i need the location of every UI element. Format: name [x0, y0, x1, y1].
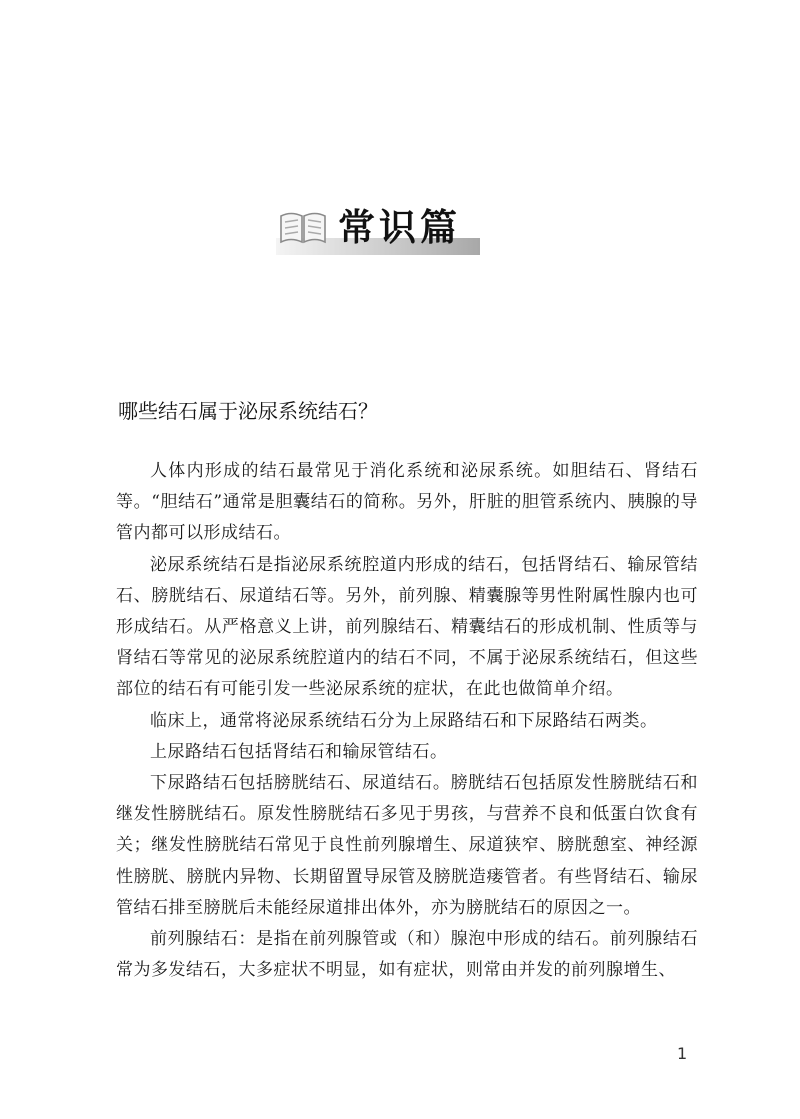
paragraph: 前列腺结石：是指在前列腺管或（和）腺泡中形成的结石。前列腺结石常为多发结石，大多症状不明显，如有症状，则常由并发的前列腺增生、: [116, 929, 698, 981]
open-book-icon: [278, 208, 328, 248]
chapter-header: [276, 200, 480, 258]
page-number: 1: [677, 1044, 688, 1063]
section-heading: 哪些结石属于泌尿系统结石？: [118, 399, 378, 423]
paragraph: 下尿路结石包括膀胱结石、尿道结石。膀胱结石包括原发性膀胱结石和继发性膀胱结石。原发性膀胱结石多见于男孩，与营养不良和低蛋白饮食有关；继发性膀胱结石常见于良性前列腺增生、尿道狭窄、膀胱憩室、神经源性膀胱、膀胱内异物、长期留置导尿管及膀胱造瘘管者。有些肾结石、输尿管结石排至膀胱后未能经尿道排出体外，亦为膀胱结石的原因之一。: [116, 773, 698, 918]
paragraph: 泌尿系统结石是指泌尿系统腔道内形成的结石，包括肾结石、输尿管结石、膀胱结石、尿道结石等。另外，前列腺、精囊腺等男性附属性腺内也可形成结石。从严格意义上讲，前列腺结石、精囊结石的形成机制、性质等与肾结石等常见的泌尿系统腔道内的结石不同，不属于泌尿系统结石，但这些部位的结石有可能引发一些泌尿系统的症状，在此也做简单介绍。: [116, 554, 698, 700]
paragraph: 上尿路结石包括肾结石和输尿管结石。: [150, 741, 448, 762]
paragraph: 临床上，通常将泌尿系统结石分为上尿路结石和下尿路结石两类。: [150, 710, 658, 731]
chapter-title: 常识篇: [338, 206, 461, 249]
body-text: [116, 456, 698, 986]
paragraph: 人体内形成的结石最常见于消化系统和泌尿系统。如胆结石、肾结石等。“胆结石”通常是胆囊结石的简称。另外，肝脏的胆管系统内、胰腺的导管内都可以形成结石。: [116, 461, 698, 544]
